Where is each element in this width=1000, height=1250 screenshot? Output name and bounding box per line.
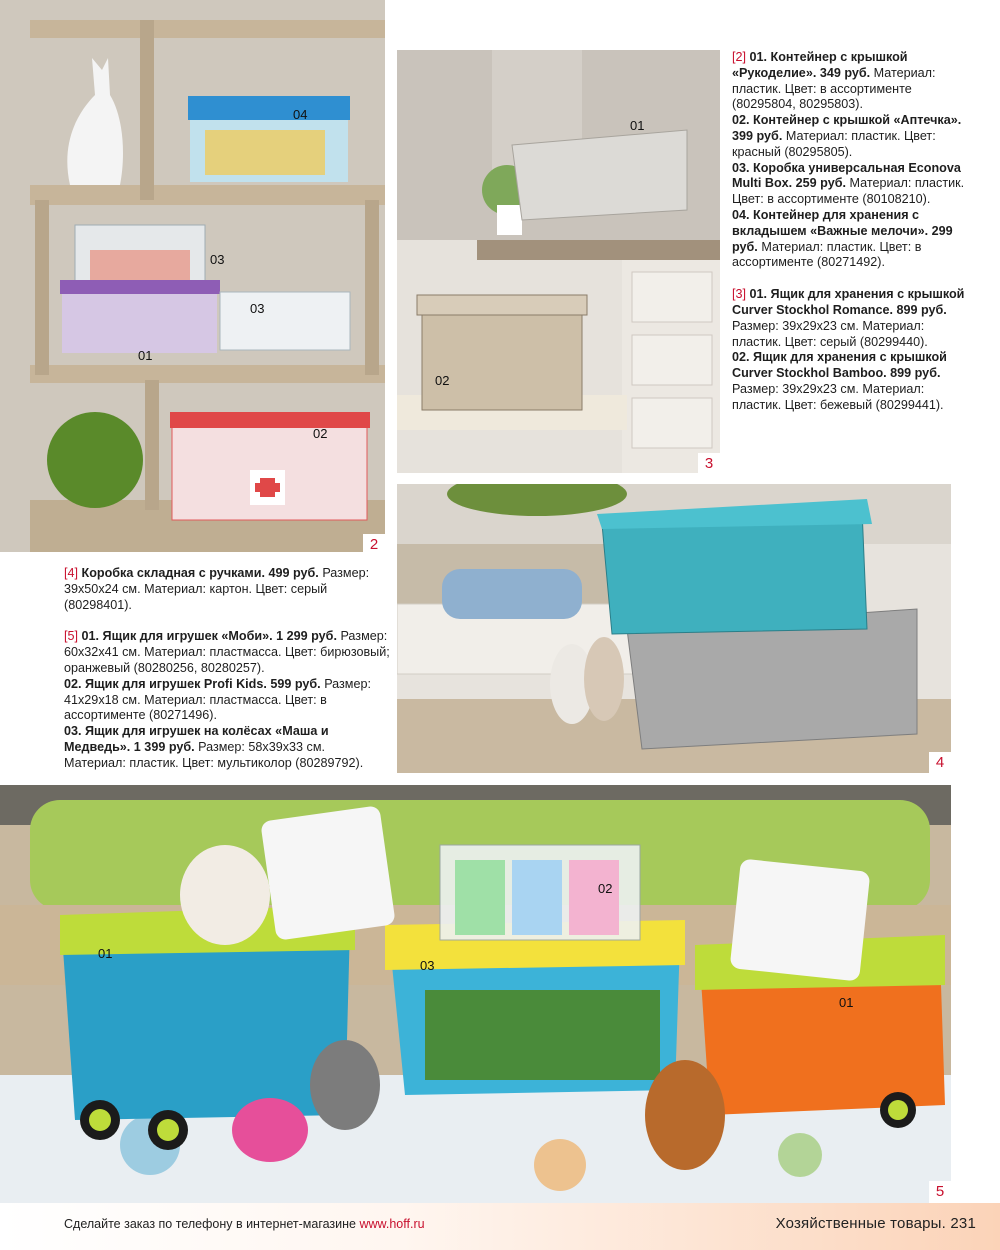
photo-shelf-containers bbox=[0, 0, 385, 552]
product-title: 02. Ящик для хранения с крышкой Curver Stockhol Bamboo. 899 руб. bbox=[732, 350, 947, 381]
ref-marker-2: [2] bbox=[732, 50, 747, 64]
item-label-02: 02 bbox=[598, 881, 613, 896]
item-label-03-right: 03 bbox=[250, 301, 265, 316]
photo-number-badge: 3 bbox=[698, 453, 720, 473]
item-label-03: 03 bbox=[420, 958, 435, 973]
product-details: Размер: 39x50x24 см. Материал: картон. Цвет: серый (80298401). bbox=[64, 566, 370, 612]
product-title: 01. Ящик для игрушек «Моби». 1 299 руб. bbox=[81, 629, 337, 644]
order-text: Сделайте заказ по телефону в интернет-магазине bbox=[64, 1217, 356, 1231]
page-footer bbox=[0, 1203, 1000, 1250]
order-info bbox=[64, 1217, 425, 1231]
photo-number-badge: 5 bbox=[929, 1181, 951, 1203]
item-label-01: 01 bbox=[138, 348, 153, 363]
product-title: 01. Ящик для хранения с крышкой Curver Stockhol Romance. 899 руб. bbox=[732, 287, 965, 317]
photo-number-badge: 4 bbox=[929, 752, 951, 773]
product-title: 02. Ящик для игрушек Profi Kids. 599 руб. bbox=[64, 676, 321, 691]
product-title: 03. Ящик для игрушек на колёсах «Маша и Медведь». 1 399 руб. bbox=[64, 724, 329, 754]
site-link[interactable]: www.hoff.ru bbox=[359, 1217, 425, 1231]
ref-marker-3: [3] bbox=[732, 287, 747, 302]
ref-marker-4: [4] bbox=[64, 566, 79, 580]
product-title: Коробка складная с ручками. 499 руб. bbox=[81, 566, 319, 580]
item-label-02: 02 bbox=[435, 373, 450, 388]
product-title: 01. Контейнер с крышкой «Рукоделие». 349 руб. bbox=[732, 50, 908, 80]
item-label-01-left: 01 bbox=[98, 946, 113, 961]
photo-number-badge: 2 bbox=[363, 534, 385, 552]
product-details: Материал: пластик. Цвет: в ассортименте (80295804, 80295803). bbox=[732, 65, 936, 112]
product-details: Размер: 60x32x41 см. Материал: пластмасса. Цвет: бирюзовый; оранжевый (80280256, 80280257). bbox=[64, 629, 390, 675]
description-block-4-5 bbox=[64, 566, 390, 788]
product-details: Размер: 58x39x33 см. Материал: пластик. Цвет: мультиколор (80289792). bbox=[64, 739, 364, 770]
product-details: Размер: 41x29x18 см. Материал: пластмасса. Цвет: в ассортименте (80271496). bbox=[64, 676, 371, 723]
photo-dresser-boxes bbox=[397, 50, 720, 473]
item-label-01-right: 01 bbox=[839, 995, 854, 1010]
product-title: 04. Контейнер для хранения с вкладышем «Важные мелочи». 299 руб. bbox=[732, 207, 953, 254]
section-title-page-number: Хозяйственные товары. 231 bbox=[775, 1215, 976, 1232]
product-details: Размер: 39x29x23 см. Материал: пластик. Цвет: серый (80299440). bbox=[732, 318, 928, 349]
description-block-2-3 bbox=[732, 50, 972, 430]
product-details: Материал: пластик. Цвет: в ассортименте (80271492). bbox=[732, 239, 922, 270]
product-details: Материал: пластик. Цвет: в ассортименте (80108210). bbox=[732, 176, 965, 207]
item-label-02: 02 bbox=[313, 426, 328, 441]
product-title: 03. Коробка универсальная Econova Multi Box. 259 руб. bbox=[732, 160, 961, 191]
ref-marker-5: [5] bbox=[64, 629, 79, 644]
product-details: Размер: 39x29x23 см. Материал: пластик. Цвет: бежевый (80299441). bbox=[732, 381, 944, 412]
item-label-01: 01 bbox=[630, 118, 645, 133]
product-details: Материал: пластик. Цвет: красный (80295805). bbox=[732, 128, 936, 159]
product-title: 02. Контейнер с крышкой «Аптечка». 399 руб. bbox=[732, 113, 962, 143]
photo-toy-boxes bbox=[0, 785, 951, 1203]
item-label-03-top: 03 bbox=[210, 252, 225, 267]
photo-cardboard-boxes bbox=[397, 484, 951, 773]
item-label-04: 04 bbox=[293, 107, 308, 122]
